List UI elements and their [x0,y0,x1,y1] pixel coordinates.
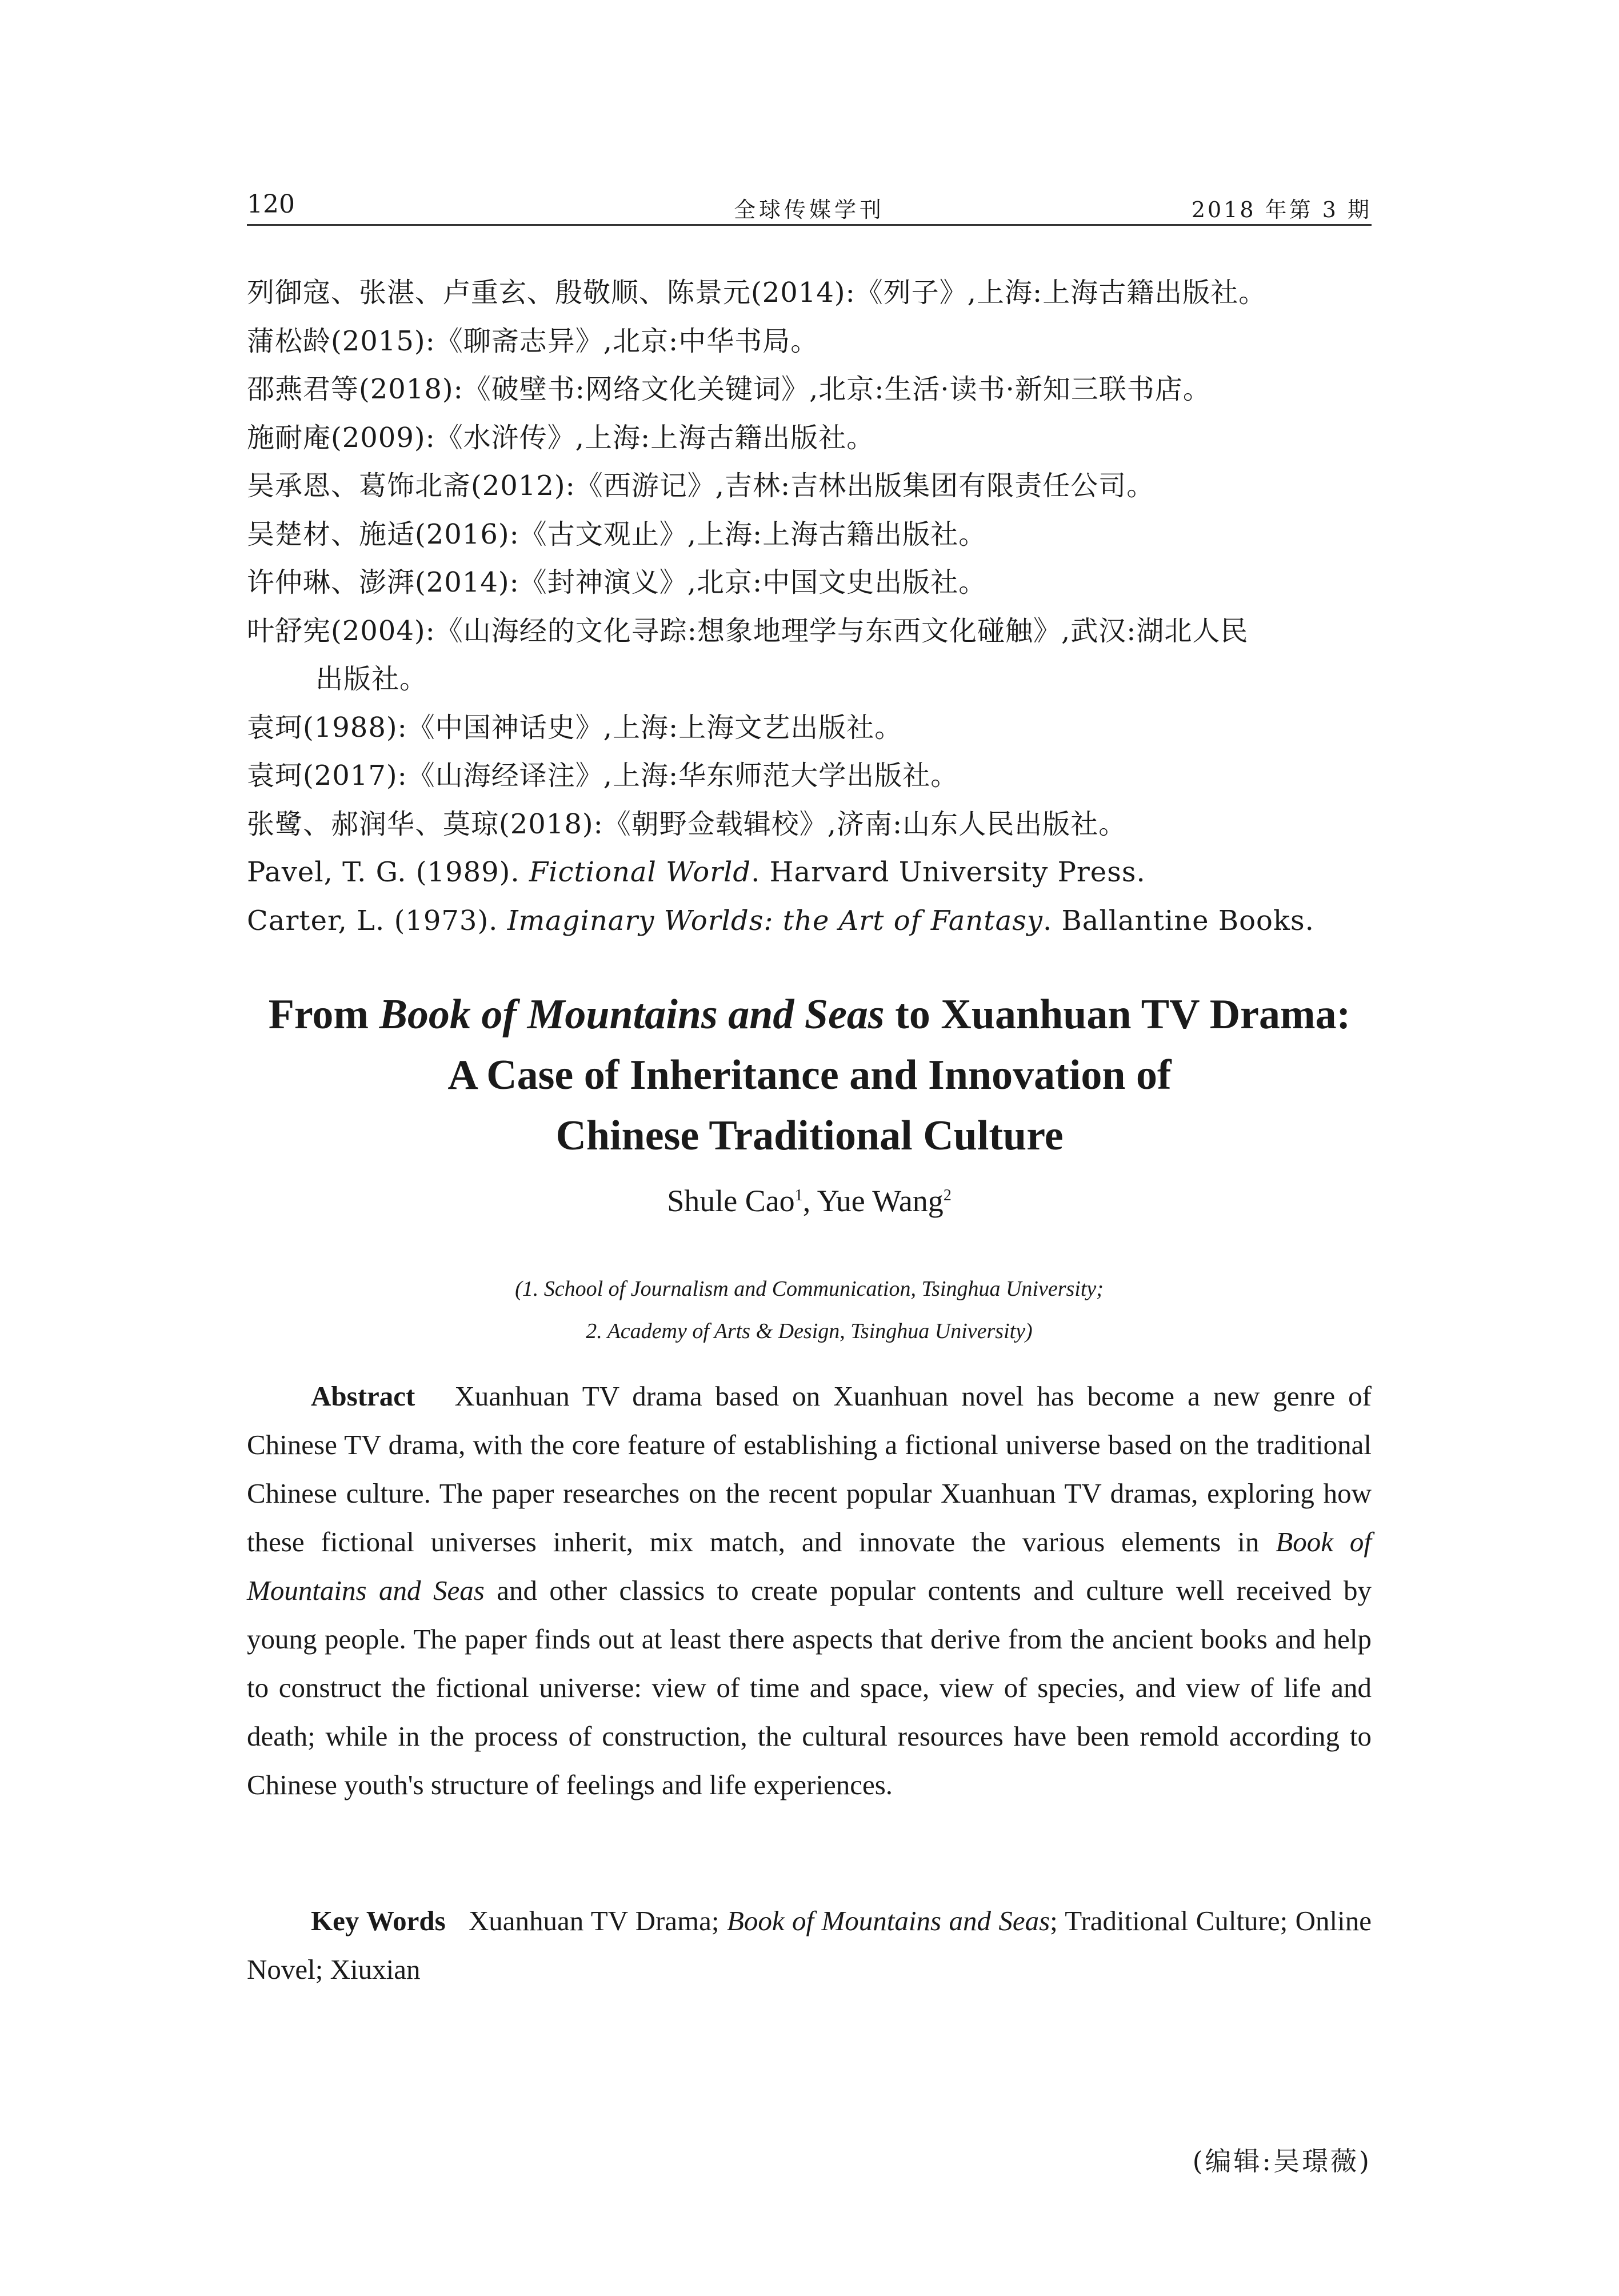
affiliation-2: 2. Academy of Arts & Design, Tsinghua University) [586,1319,1033,1343]
abstract [247,1372,1372,1809]
abstract-text-1: Xuanhuan TV drama based on Xuanhuan novel has become a new genre of Chinese TV drama, with the core feature of establishing a fictional universe based on the traditional Chinese culture. The paper researches on the recent popular Xuanhuan TV dramas, exploring how these fictional universes inherit, mix match, and innovate the various elements in [247,1380,1372,1558]
title-line-3: Chinese Traditional Culture [555,1112,1064,1159]
reference-item: 蒲松龄(2015):《聊斋志异》,北京:中华书局。 [247,325,819,357]
reference-item: 许仲琳、澎湃(2014):《封神演义》,北京:中国文史出版社。 [247,566,987,598]
ref-pavel-title: Fictional World [529,856,751,888]
title-book: Book of Mountains and Seas [379,991,885,1038]
author-1-sup: 1 [794,1187,803,1204]
paper-title [171,984,1448,1166]
abstract-book: Book of Mountains and Seas [247,1526,1372,1606]
reference-item-pavel [247,848,1372,897]
reference-item: 列御寇、张湛、卢重玄、殷敬顺、陈景元(2014):《列子》,上海:上海古籍出版社。 [247,277,1267,309]
title-pre: From [268,991,379,1038]
author-1: Shule Cao [667,1184,795,1218]
reference-item: 施耐庵(2009):《水浒传》,上海:上海古籍出版社。 [247,421,875,454]
page-header [247,190,1372,226]
reference-item: 叶舒宪(2004):《山海经的文化寻踪:想象地理学与东西文化碰触》,武汉:湖北人民 [247,614,1249,647]
editor-note: (编辑:吴璟薇) [1192,2146,1372,2177]
reference-item: 袁珂(1988):《中国神话史》,上海:上海文艺出版社。 [247,711,903,744]
ref-pavel-pre: Pavel, T. G. (1989). [247,856,529,888]
title-post: to Xuanhuan TV Drama: [884,991,1351,1038]
ref-carter-post: . Ballantine Books. [1042,904,1314,937]
reference-item-continuation: 出版社。 [315,663,428,695]
author-sep: , [802,1184,817,1218]
page-number: 120 [247,190,295,219]
affiliations [247,1268,1372,1352]
author-2-sup: 2 [943,1187,952,1204]
keywords-book: Book of Mountains and Seas [726,1905,1050,1936]
abstract-text-2: and other classics to create popular contents and culture well received by young people. The paper finds out at least there aspects that derive from the ancient books and help to construct the fictional universe: view of time and space, view of species, and view of life and death; while in the process of construction, the cultural resources have been remold according to Chinese youth's structure of feelings and life experiences. [247,1575,1372,1800]
keywords-label: Key Words [311,1905,446,1936]
ref-carter-title: Imaginary Worlds: the Art of Fantasy [507,904,1043,937]
abstract-label: Abstract [311,1380,415,1412]
author-2: Yue Wang [817,1184,944,1218]
reference-item: 吴承恩、葛饰北斋(2012):《西游记》,吉林:吉林出版集团有限责任公司。 [247,470,1155,502]
issue-label: 2018 年第 3 期 [1191,197,1372,222]
keywords-text-1: Xuanhuan TV Drama; [468,1905,727,1936]
reference-item: 袁珂(2017):《山海经译注》,上海:华东师范大学出版社。 [247,760,959,792]
reference-item: 张鹭、郝润华、莫琼(2018):《朝野佥载辑校》,济南:山东人民出版社。 [247,808,1127,840]
reference-item: 吴楚材、施适(2016):《古文观止》,上海:上海古籍出版社。 [247,518,987,550]
journal-name: 全球传媒学刊 [733,197,885,222]
reference-item: 邵燕君等(2018):《破壁书:网络文化关键词》,北京:生活·读书·新知三联书店。 [247,373,1211,405]
ref-pavel-post: . Harvard University Press. [751,856,1146,888]
affiliation-1: (1. School of Journalism and Communication, Tsinghua University; [515,1277,1104,1301]
keywords [247,1896,1372,1994]
ref-carter-pre: Carter, L. (1973). [247,904,507,937]
author-line [247,1183,1372,1219]
title-line-2: A Case of Inheritance and Innovation of [447,1052,1172,1099]
keywords-text-2: ; Traditional Culture; Online Novel; Xiuxian [247,1905,1372,1985]
title-line-1 [171,984,1448,1045]
reference-list [247,269,1372,945]
reference-item-carter [247,897,1372,945]
